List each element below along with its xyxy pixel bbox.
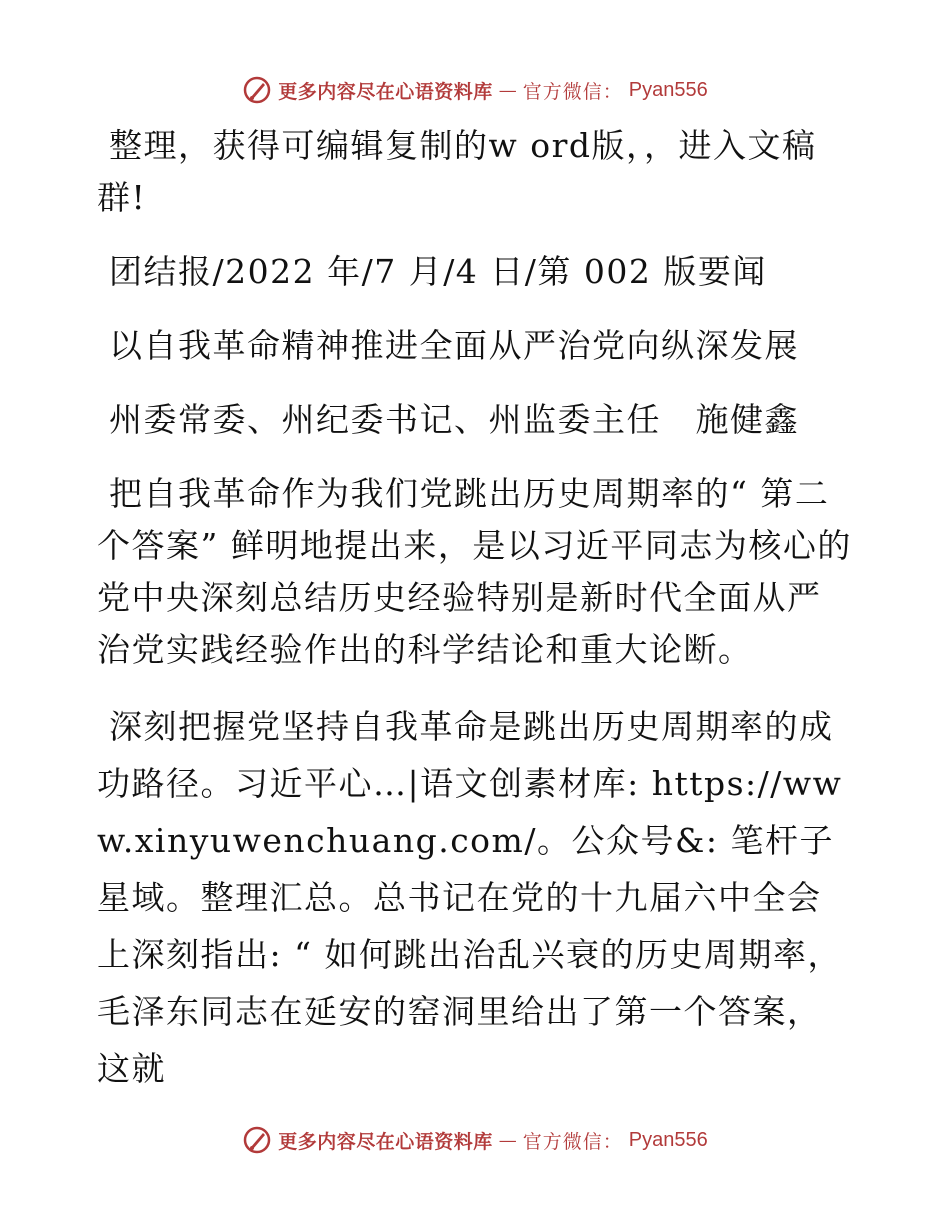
banner-wechat-label: 官方微信：: [522, 1130, 623, 1153]
document-body: [97, 120, 852, 1097]
article-title: 以自我革命精神推进全面从严治党向纵深发展: [109, 326, 799, 365]
paragraph-2: 深刻把握党坚持自我革命是跳出历史周期率的成功路径。习近平心…|语文创素材库: https://www.xinyuwenchuang.com/。公众号&: 笔杆子星域。整理汇总。总书记在党的十九届六中全会上深刻指出: “ 如何跳出治乱兴衰的历史周期率，毛泽东同志在延安的窑洞里给出了第一个答案，这就: [97, 707, 843, 1088]
banner-separator: —: [498, 1129, 517, 1151]
header-banner: [0, 70, 950, 110]
banner-wechat-id: Pyan556: [628, 78, 708, 101]
quill-logo-icon: [242, 1125, 272, 1155]
author-line: 州委常委、州纪委书记、州监委主任 施健鑫: [109, 400, 799, 439]
banner-slogan: 更多内容尽在心语资料库: [278, 80, 493, 103]
banner-wechat-id: Pyan556: [628, 1128, 708, 1151]
footer-banner: [0, 1120, 950, 1160]
intro-line: 整理，获得可编辑复制的w ord版，，进入文稿群!: [97, 126, 817, 217]
source-line: 团结报/2022 年/7 月/4 日/第 002 版要闻: [109, 252, 767, 291]
banner-slogan: 更多内容尽在心语资料库: [278, 1130, 493, 1153]
banner-wechat-label: 官方微信：: [522, 80, 623, 103]
quill-logo-icon: [242, 75, 272, 105]
paragraph-1: 把自我革命作为我们党跳出历史周期率的“ 第二个答案” 鲜明地提出来，是以习近平同志为核心的党中央深刻总结历史经验特别是新时代全面从严治党实践经验作出的科学结论和重大论断。: [97, 474, 852, 669]
banner-separator: —: [498, 79, 517, 101]
